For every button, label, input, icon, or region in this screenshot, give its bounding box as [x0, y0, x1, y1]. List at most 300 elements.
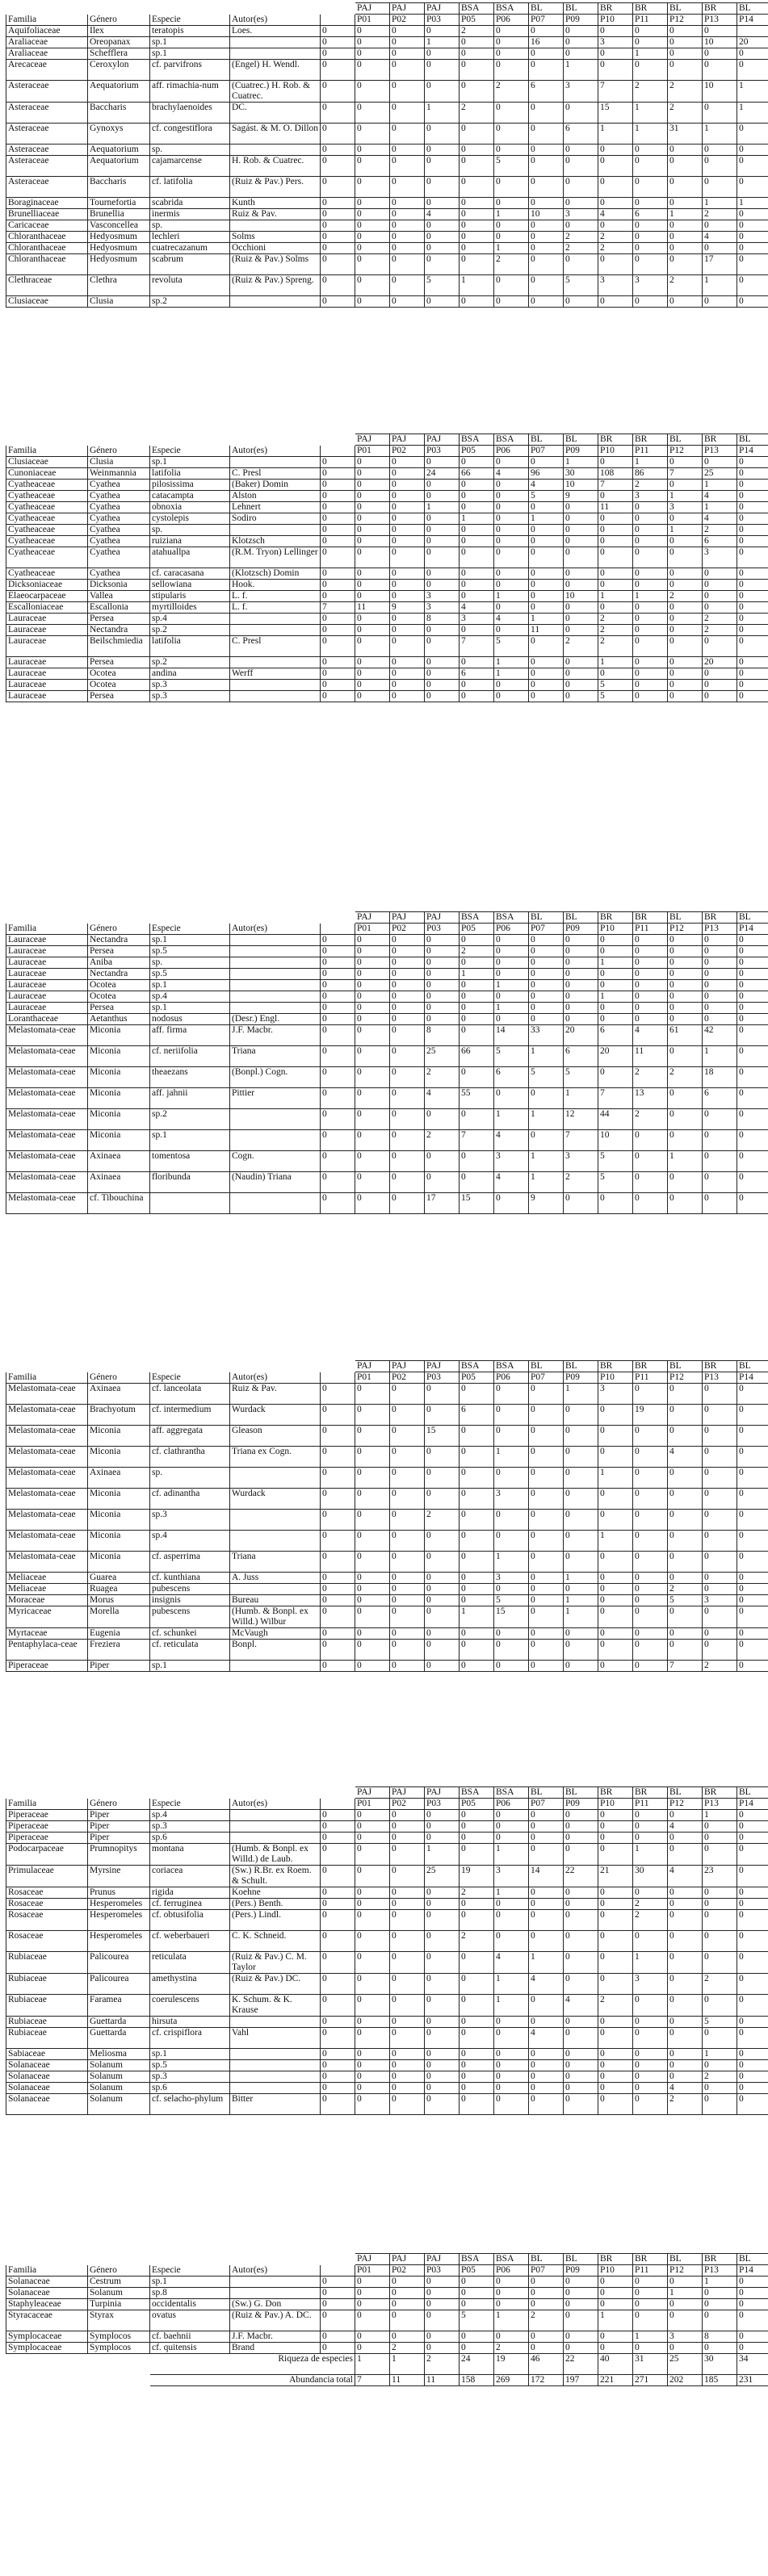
abundance-cell: 0: [425, 1151, 460, 1172]
autor-cell: [230, 957, 321, 969]
autor-cell: C. Presl: [230, 636, 321, 657]
familia-cell: Rubiaceae: [6, 2028, 88, 2049]
abundance-cell: 0: [460, 536, 494, 547]
genero-cell: Faramea: [88, 1995, 150, 2017]
abundance-cell: 0: [425, 1887, 460, 1899]
abundance-cell: 0: [633, 1821, 668, 1833]
abundance-cell: 0: [668, 156, 703, 177]
abundance-cell: 2: [668, 275, 703, 296]
abundance-cell: 0: [633, 1628, 668, 1640]
abundance-cell: 6: [598, 1025, 633, 1046]
abundance-cell: 14: [494, 1025, 529, 1046]
familia-cell: Primulaceae: [6, 1866, 88, 1887]
abundance-cell: 0: [460, 491, 494, 502]
abundance-cell: 5: [529, 491, 564, 502]
especie-cell: cf. schunkei: [150, 1628, 230, 1640]
species-row: [6, 946, 768, 957]
abundance-cell: 0: [355, 636, 390, 657]
abundance-cell: 0: [529, 156, 564, 177]
abundance-cell: 1: [529, 513, 564, 525]
abundance-cell: 0: [668, 1172, 703, 1193]
abundance-cell: 0: [598, 1887, 633, 1899]
abundance-cell: 0: [703, 220, 737, 232]
abundance-cell: 0: [494, 525, 529, 536]
abundance-cell: 0: [321, 1172, 355, 1193]
plot-code-header: P12: [668, 446, 703, 457]
site-code-header: PAJ: [390, 3, 425, 15]
autor-cell: Ruiz & Pav.: [230, 209, 321, 220]
especie-cell: cf. weberbaueri: [150, 1931, 230, 1952]
plot-code-header: P03: [425, 1372, 460, 1384]
genero-cell: Cyathea: [88, 536, 150, 547]
abundance-cell: 0: [529, 145, 564, 156]
abundance-cell: 0: [425, 1995, 460, 2017]
abundance-cell: 0: [564, 1910, 598, 1931]
summary-value: 231: [737, 2375, 768, 2386]
abundance-cell: 4: [703, 491, 737, 502]
abundance-cell: 6: [703, 1088, 737, 1109]
summary-value: 7: [355, 2375, 390, 2386]
abundance-cell: 3: [598, 1384, 633, 1405]
species-row: [6, 1447, 768, 1468]
abundance-cell: 0: [494, 296, 529, 308]
familia-cell: Melastomata-ceae: [6, 1046, 88, 1067]
abundance-cell: 0: [494, 969, 529, 980]
abundance-cell: 1: [494, 1109, 529, 1130]
genero-cell: Ceroxylon: [88, 60, 150, 81]
abundance-cell: 0: [564, 1661, 598, 1672]
header-blank-cell: [321, 434, 355, 446]
abundance-cell: 0: [425, 1447, 460, 1468]
abundance-cell: 0: [633, 1130, 668, 1151]
species-row: [6, 1931, 768, 1952]
abundance-cell: 0: [737, 691, 768, 702]
abundance-cell: 0: [529, 657, 564, 668]
abundance-cell: 0: [668, 1384, 703, 1405]
species-row: [6, 1640, 768, 1661]
abundance-cell: 0: [737, 1844, 768, 1866]
abundance-cell: 0: [425, 232, 460, 243]
abundance-cell: 0: [529, 1552, 564, 1573]
familia-cell: Lauraceae: [6, 668, 88, 680]
abundance-cell: 0: [564, 1193, 598, 1214]
table-block: [6, 1360, 768, 1672]
abundance-cell: 0: [737, 957, 768, 969]
abundance-cell: 0: [321, 1974, 355, 1995]
especie-header: Especie: [150, 446, 230, 457]
abundance-cell: 4: [494, 468, 529, 480]
abundance-cell: 0: [425, 1810, 460, 1821]
abundance-cell: 1: [668, 1151, 703, 1172]
site-code-header: BSA: [460, 1361, 494, 1372]
site-code-header: BL: [668, 3, 703, 15]
abundance-cell: 0: [355, 1003, 390, 1014]
familia-cell: Rubiaceae: [6, 1995, 88, 2017]
abundance-cell: 0: [390, 614, 425, 625]
species-row: [6, 1821, 768, 1833]
abundance-cell: 25: [425, 1866, 460, 1887]
abundance-cell: 0: [737, 1489, 768, 1510]
plot-code-header: P03: [425, 1799, 460, 1810]
familia-header: Familia: [6, 1799, 88, 1810]
plot-code-header: P07: [529, 1372, 564, 1384]
abundance-cell: 0: [494, 2299, 529, 2310]
plot-code-header: P02: [390, 924, 425, 935]
abundance-cell: 0: [529, 198, 564, 209]
abundance-cell: 0: [390, 26, 425, 37]
header-spacer-cell: [321, 1372, 355, 1384]
autor-cell: [230, 2071, 321, 2083]
abundance-cell: 0: [390, 1003, 425, 1014]
summary-value: 40: [598, 2354, 633, 2375]
abundance-cell: 0: [321, 124, 355, 145]
abundance-cell: 1: [494, 1552, 529, 1573]
abundance-cell: 1: [529, 1151, 564, 1172]
especie-cell: pubescens: [150, 1584, 230, 1595]
plot-code-header: P11: [633, 1799, 668, 1810]
genero-cell: Hesperomeles: [88, 1910, 150, 1931]
abundance-cell: 2: [598, 243, 633, 254]
abundance-cell: 0: [598, 580, 633, 591]
abundance-cell: 0: [390, 1426, 425, 1447]
abundance-cell: 0: [633, 1595, 668, 1606]
abundance-cell: 0: [355, 296, 390, 308]
abundance-cell: 0: [564, 2277, 598, 2288]
abundance-cell: 0: [425, 2028, 460, 2049]
plot-code-header: P12: [668, 2265, 703, 2277]
species-row: [6, 2017, 768, 2028]
genero-cell: Ocotea: [88, 980, 150, 991]
autor-cell: [230, 2060, 321, 2071]
familia-cell: Asteraceae: [6, 124, 88, 145]
autor-cell: [230, 1531, 321, 1552]
species-row: [6, 991, 768, 1003]
abundance-cell: 0: [460, 680, 494, 691]
abundance-cell: 1: [425, 103, 460, 124]
abundance-cell: 0: [460, 81, 494, 103]
abundance-cell: 0: [494, 124, 529, 145]
genero-cell: Axinaea: [88, 1384, 150, 1405]
familia-cell: Loranthaceae: [6, 1014, 88, 1025]
abundance-cell: 0: [355, 1447, 390, 1468]
abundance-cell: 0: [494, 2331, 529, 2343]
abundance-cell: 0: [668, 980, 703, 991]
abundance-cell: 0: [564, 2343, 598, 2354]
abundance-cell: 0: [668, 668, 703, 680]
header-blank-cell: [6, 434, 88, 446]
abundance-cell: 1: [668, 209, 703, 220]
abundance-cell: 0: [737, 2299, 768, 2310]
abundance-cell: 0: [460, 935, 494, 946]
especie-cell: cf. selacho-phylum: [150, 2094, 230, 2115]
abundance-cell: 0: [390, 1887, 425, 1899]
abundance-cell: 0: [564, 614, 598, 625]
abundance-cell: 0: [355, 1151, 390, 1172]
abundance-cell: 0: [564, 1426, 598, 1447]
abundance-cell: 0: [390, 1931, 425, 1952]
abundance-cell: 0: [425, 124, 460, 145]
autor-cell: [230, 935, 321, 946]
abundance-cell: 0: [390, 2071, 425, 2083]
site-code-header: BL: [668, 1361, 703, 1372]
abundance-cell: 0: [321, 198, 355, 209]
abundance-cell: 0: [425, 2277, 460, 2288]
familia-cell: Lauraceae: [6, 991, 88, 1003]
abundance-cell: 0: [703, 668, 737, 680]
especie-cell: sp.2: [150, 625, 230, 636]
abundance-cell: 0: [703, 2083, 737, 2094]
species-row: [6, 156, 768, 177]
abundance-cell: 0: [737, 614, 768, 625]
abundance-cell: 0: [564, 1974, 598, 1995]
abundance-cell: 0: [494, 625, 529, 636]
abundance-cell: 12: [564, 1109, 598, 1130]
genero-cell: Persea: [88, 614, 150, 625]
abundance-cell: 0: [737, 156, 768, 177]
abundance-cell: 0: [460, 145, 494, 156]
abundance-cell: 0: [321, 2277, 355, 2288]
abundance-cell: 0: [355, 957, 390, 969]
abundance-cell: 0: [564, 946, 598, 957]
autor-cell: Wurdack: [230, 1489, 321, 1510]
abundance-cell: 0: [321, 1151, 355, 1172]
abundance-cell: 1: [564, 1595, 598, 1606]
abundance-cell: 0: [390, 1510, 425, 1531]
header-blank-cell: [88, 1361, 150, 1372]
autor-cell: (Cuatrec.) H. Rob. & Cuatrec.: [230, 81, 321, 103]
autor-cell: (Ruiz & Pav.) Spreng.: [230, 275, 321, 296]
species-row: [6, 691, 768, 702]
abundance-cell: 0: [355, 1931, 390, 1952]
abundance-cell: 0: [668, 991, 703, 1003]
abundance-cell: 0: [494, 491, 529, 502]
abundance-cell: 0: [390, 568, 425, 580]
abundance-cell: 0: [460, 2071, 494, 2083]
abundance-cell: 0: [390, 636, 425, 657]
abundance-cell: 0: [494, 2094, 529, 2115]
familia-cell: Melastomata-ceae: [6, 1468, 88, 1489]
abundance-cell: 0: [321, 1931, 355, 1952]
abundance-cell: 0: [737, 980, 768, 991]
plot-code-header: P03: [425, 446, 460, 457]
familia-cell: Cyatheaceae: [6, 525, 88, 536]
table-block: [6, 2253, 768, 2386]
abundance-cell: 1: [494, 209, 529, 220]
abundance-cell: 0: [460, 1833, 494, 1844]
abundance-cell: 0: [633, 680, 668, 691]
abundance-cell: 0: [598, 2288, 633, 2299]
abundance-cell: 0: [390, 1833, 425, 1844]
abundance-cell: 2: [598, 614, 633, 625]
abundance-cell: 0: [494, 1468, 529, 1489]
abundance-cell: 1: [703, 198, 737, 209]
abundance-cell: 0: [460, 2083, 494, 2094]
genero-cell: Beilschmiedia: [88, 636, 150, 657]
abundance-cell: 0: [598, 969, 633, 980]
familia-header: Familia: [6, 446, 88, 457]
header-spacer-cell: [321, 15, 355, 26]
abundance-cell: 1: [494, 1974, 529, 1995]
abundance-cell: 0: [529, 991, 564, 1003]
abundance-cell: 0: [737, 60, 768, 81]
familia-cell: Podocarpaceae: [6, 1844, 88, 1866]
site-code-header: BSA: [494, 3, 529, 15]
abundance-cell: 0: [668, 1088, 703, 1109]
abundance-cell: 1: [703, 1046, 737, 1067]
abundance-cell: 0: [633, 2028, 668, 2049]
abundance-cell: 0: [355, 1628, 390, 1640]
abundance-cell: 0: [564, 691, 598, 702]
abundance-cell: 0: [321, 1810, 355, 1821]
especie-cell: obnoxia: [150, 502, 230, 513]
abundance-cell: 0: [355, 457, 390, 468]
abundance-cell: 0: [668, 568, 703, 580]
abundance-cell: 0: [460, 1384, 494, 1405]
abundance-cell: 0: [355, 2299, 390, 2310]
autor-cell: L. f.: [230, 591, 321, 602]
abundance-cell: 0: [390, 580, 425, 591]
abundance-cell: 0: [633, 1510, 668, 1531]
abundance-cell: 0: [737, 513, 768, 525]
abundance-cell: 0: [321, 636, 355, 657]
genero-cell: Miconia: [88, 1531, 150, 1552]
species-row: [6, 1172, 768, 1193]
abundance-cell: 0: [425, 1595, 460, 1606]
species-row: [6, 591, 768, 602]
abundance-cell: 0: [598, 1510, 633, 1531]
abundance-cell: 0: [564, 1552, 598, 1573]
abundance-cell: 2: [633, 1067, 668, 1088]
abundance-cell: 0: [494, 2083, 529, 2094]
site-code-header: BL: [529, 2254, 564, 2265]
familia-cell: Melastomata-ceae: [6, 1426, 88, 1447]
species-row: [6, 935, 768, 946]
abundance-cell: 5: [494, 1046, 529, 1067]
abundance-cell: 2: [633, 480, 668, 491]
abundance-cell: 0: [321, 2049, 355, 2060]
abundance-cell: 0: [425, 296, 460, 308]
abundance-cell: 0: [390, 1088, 425, 1109]
abundance-cell: 0: [390, 1573, 425, 1584]
abundance-cell: 0: [494, 1628, 529, 1640]
especie-cell: pubescens: [150, 1606, 230, 1628]
abundance-cell: 0: [355, 1172, 390, 1193]
abundance-cell: 0: [529, 668, 564, 680]
autor-cell: Klotzsch: [230, 536, 321, 547]
abundance-cell: 0: [425, 2331, 460, 2343]
abundance-cell: 0: [737, 491, 768, 502]
site-code-header: BL: [529, 1787, 564, 1799]
abundance-cell: 2: [529, 2310, 564, 2331]
abundance-cell: 0: [668, 177, 703, 198]
abundance-cell: 42: [703, 1025, 737, 1046]
header-spacer-cell: [321, 446, 355, 457]
especie-cell: theaezans: [150, 1067, 230, 1088]
abundance-cell: 0: [460, 2277, 494, 2288]
especie-cell: andina: [150, 668, 230, 680]
autor-cell: [230, 680, 321, 691]
familia-cell: Melastomata-ceae: [6, 1405, 88, 1426]
autor-cell: [230, 1468, 321, 1489]
abundance-cell: 5: [598, 1151, 633, 1172]
species-row: [6, 177, 768, 198]
genero-cell: Morella: [88, 1606, 150, 1628]
autor-cell: [230, 1584, 321, 1595]
especie-cell: floribunda: [150, 1172, 230, 1193]
abundance-cell: 0: [321, 480, 355, 491]
abundance-cell: 0: [564, 680, 598, 691]
abundance-cell: 0: [494, 502, 529, 513]
abundance-cell: 19: [460, 1866, 494, 1887]
genero-cell: Ilex: [88, 26, 150, 37]
abundance-cell: 0: [425, 254, 460, 275]
abundance-cell: 0: [494, 1810, 529, 1821]
genero-cell: Guettarda: [88, 2028, 150, 2049]
genero-cell: Axinaea: [88, 1468, 150, 1489]
abundance-cell: 0: [390, 935, 425, 946]
abundance-cell: 0: [737, 946, 768, 957]
abundance-cell: 0: [668, 2017, 703, 2028]
header-blank-cell: [6, 2254, 88, 2265]
abundance-cell: 0: [737, 145, 768, 156]
abundance-cell: 1: [494, 1003, 529, 1014]
abundance-cell: 0: [598, 1447, 633, 1468]
abundance-cell: 0: [355, 513, 390, 525]
abundance-cell: 0: [321, 491, 355, 502]
abundance-cell: 0: [460, 1447, 494, 1468]
abundance-cell: 0: [390, 657, 425, 668]
familia-cell: Sabiaceae: [6, 2049, 88, 2060]
abundance-cell: 0: [668, 1899, 703, 1910]
abundance-cell: 0: [703, 1151, 737, 1172]
abundance-cell: 0: [425, 177, 460, 198]
abundance-cell: 0: [355, 614, 390, 625]
abundance-cell: 0: [564, 26, 598, 37]
abundance-cell: 0: [737, 1193, 768, 1214]
abundance-cell: 0: [529, 1426, 564, 1447]
species-row: [6, 2331, 768, 2343]
abundance-cell: 0: [321, 668, 355, 680]
abundance-cell: 0: [529, 1628, 564, 1640]
abundance-cell: 0: [355, 1661, 390, 1672]
abundance-cell: 3: [494, 1151, 529, 1172]
abundance-cell: 0: [668, 513, 703, 525]
autor-cell: Ruiz & Pav.: [230, 1384, 321, 1405]
abundance-cell: 0: [355, 946, 390, 957]
site-code-header: BR: [703, 1361, 737, 1372]
especie-cell: reticulata: [150, 1952, 230, 1974]
genero-cell: Clusia: [88, 457, 150, 468]
abundance-cell: 0: [460, 2060, 494, 2071]
site-code-header: BR: [633, 1787, 668, 1799]
familia-cell: Staphyleaceae: [6, 2299, 88, 2310]
summary-value: 22: [564, 2354, 598, 2375]
plot-code-header: P11: [633, 446, 668, 457]
abundance-cell: 0: [737, 1910, 768, 1931]
abundance-cell: 0: [668, 1974, 703, 1995]
abundance-cell: 0: [321, 296, 355, 308]
abundance-cell: 0: [633, 580, 668, 591]
plot-code-header: P05: [460, 15, 494, 26]
species-row: [6, 2288, 768, 2299]
familia-cell: Piperaceae: [6, 1833, 88, 1844]
especie-cell: sp.: [150, 145, 230, 156]
species-row: [6, 1014, 768, 1025]
abundance-cell: 1: [737, 103, 768, 124]
abundance-cell: 0: [494, 935, 529, 946]
abundance-cell: 0: [703, 636, 737, 657]
abundance-cell: 0: [564, 1844, 598, 1866]
